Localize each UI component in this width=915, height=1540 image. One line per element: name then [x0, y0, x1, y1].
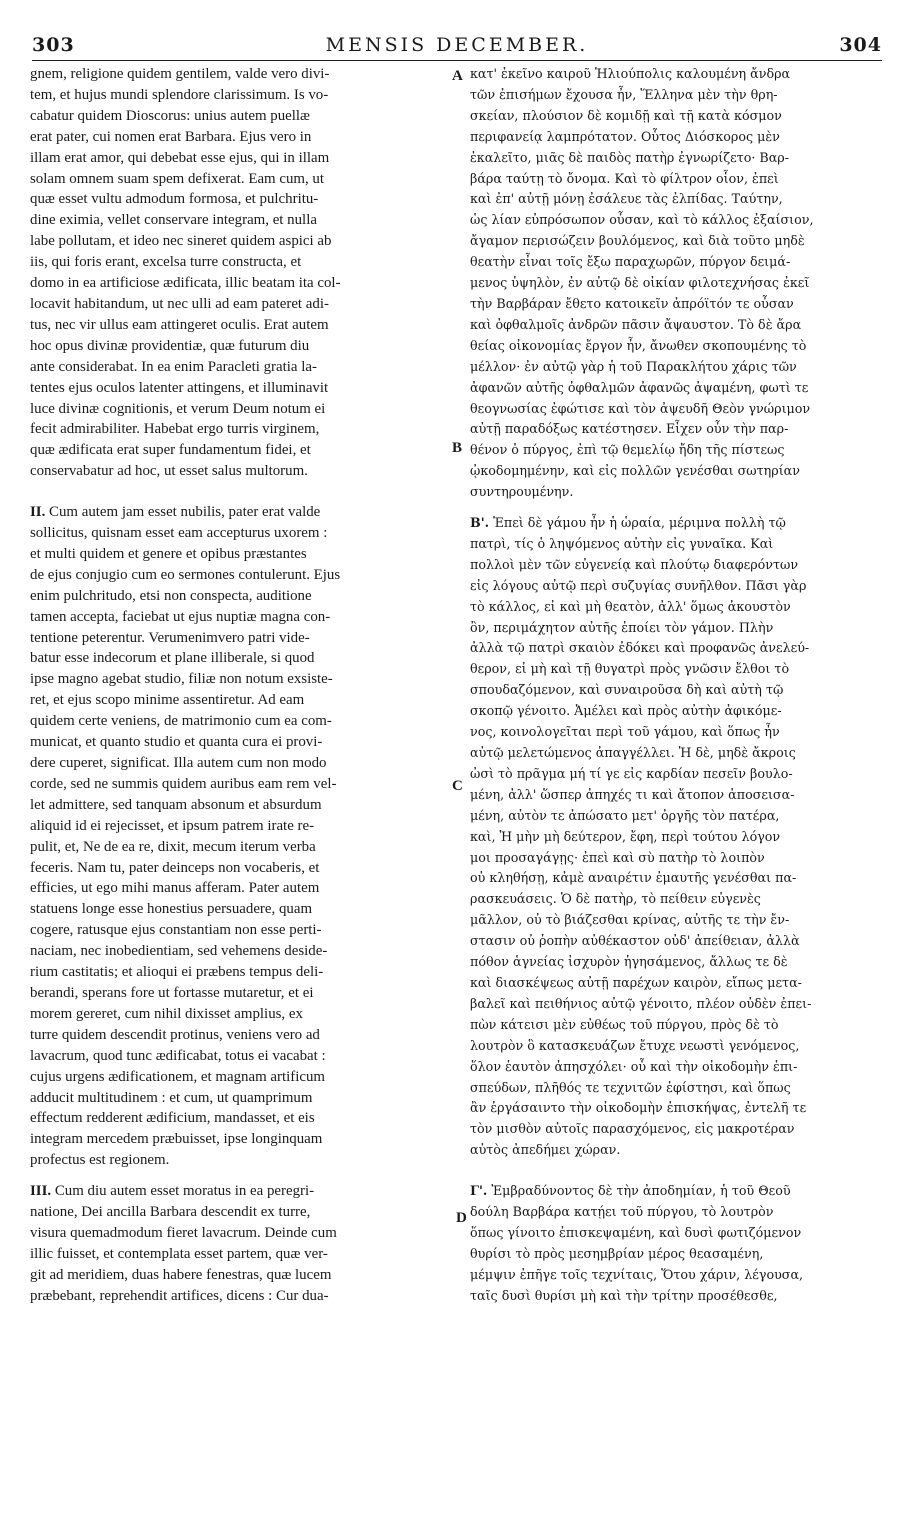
text-line: quæ esset vultu admodum formosa, et pulchritu- [30, 191, 319, 208]
text-line: βαλεῖ καὶ πειθήνιος αὐτῷ γένοιτο, πλέον οὐδὲν ἐπει- [470, 995, 812, 1011]
text-line: πατρὶ, τίς ὁ ληψόμενος αὐτὴν εἰς γυναῖκα. Καὶ [470, 535, 774, 551]
text-line: gnem, religione quidem gentilem, valde vero divi- [30, 66, 330, 82]
text-line: μενος ὑψηλὸν, ἐν αὐτῷ δὲ οἰκίαν φιλοτεχνήσας ἐκεῖ [470, 275, 810, 291]
text-line: ἄγαμον περισώζειν βουλόμενος, καὶ διὰ τοῦτο μηδὲ [470, 233, 805, 249]
text-line: τὸν μισθὸν αὐτοῖς παρασχόμενος, εἰς μακροτέραν [470, 1121, 795, 1137]
text-line: quæ ædificata erat super fundamentum fidei, et [30, 442, 311, 459]
text-line: lavacrum, quod tunc ædificabat, totus ei vacabat : [30, 1047, 326, 1064]
text-line: pulit, et, Ne de ea re, dixit, mecum iterum verba [30, 838, 316, 855]
text-line-first [470, 513, 888, 534]
text-line: profectus est regionem. [30, 1152, 170, 1169]
greek-paragraph-1 [470, 64, 888, 503]
text-line: συντηρουμένην. [470, 484, 574, 500]
text-line: καὶ, Ἡ μὴν μὴ δεύτερον, ἔφη, περὶ τούτου λόγον [470, 828, 781, 844]
text-line: de ejus conjugio cum eo sermones contulerunt. Ejus [30, 566, 341, 583]
running-header [32, 30, 882, 61]
text-line: κατ' ἐκεῖνο καιροῦ Ἡλιούπολις καλουμένη ἄνδρα [470, 66, 791, 81]
text-line: feceris. Nam tu, pater deinceps non vocaberis, et [30, 859, 320, 876]
text-line: statuens longe esse honestius persuadere, quam [30, 901, 313, 918]
text-line: θυρίσι τὸ πρὸς μεσημβρίαν μέρος θεασαμένη, [470, 1245, 764, 1261]
text-line: iis, qui foris erant, excelsa turre constructa, et [30, 254, 302, 271]
text-line: Cum diu autem esset moratus in ea peregri- [51, 1183, 315, 1200]
latin-paragraph-2 [30, 502, 448, 1171]
text-line: μᾶλλον, οὐ τὸ βιάζεσθαι κρίνας, αὐτῆς τε τὴν ἔν- [470, 912, 790, 928]
text-line: καὶ ὀφθαλμοῖς ἀνδρῶν πᾶσιν ἄψαυστον. Τὸ δὲ ἄρα [470, 316, 802, 332]
text-line: hoc opus divinæ providentiæ, quæ futurum diu [30, 337, 310, 354]
text-line: ἀλλὰ τῷ πατρὶ σκαιὸν ἐδόκει καὶ προφανῶς ἀνελεύ- [470, 640, 810, 656]
text-line: καὶ διασκέψεως αὐτῇ παρέχων καιρὸν, εἴπως μετα- [470, 974, 802, 990]
text-line-first [470, 1181, 888, 1202]
text-line: μέλλον· ἐν αὐτῷ γὰρ ἡ τοῦ Παρακλήτου χάρις τῶν [470, 358, 797, 374]
text-line: τῶν ἐπισήμων ἔχουσα ἦν, Ἕλληνα μὲν τὴν θρη- [470, 86, 778, 102]
text-line: natione, Dei ancilla Barbara descendit ex turre, [30, 1204, 311, 1221]
text-line: sollicitus, quisnam esset eam accepturus uxorem : [30, 525, 328, 542]
margin-marker-c: C [452, 778, 463, 794]
text-line: θείας οἰκονομίας ἔργον ἦν, ἄνωθεν σκοπουμένης τὸ [470, 337, 807, 353]
margin-marker-b: B [452, 440, 463, 456]
text-line: λουτρὸν ὃ κατασκευάζων ἔτυχε νεωστὶ γενόμενος, [470, 1037, 800, 1053]
page-number-left: 303 [32, 34, 75, 56]
text-line: morem gereret, cum nihil dixisset amplius, ex [30, 1005, 303, 1022]
latin-section-number-2: II. [30, 504, 46, 521]
text-line: batur esse indecorum et plane illiberale, si quod [30, 650, 315, 667]
text-line: ὅλον ἑαυτὸν ἀπησχόλει· οὗ καὶ τὴν οἰκοδομὴν ἐπι- [470, 1058, 798, 1074]
text-line: illic fuisset, et contemplata esset partem, quæ ver- [30, 1245, 328, 1262]
margin-marker-a: A [452, 68, 463, 84]
text-line: domo in ea artificiose ædificata, illic beatam ita col- [30, 275, 341, 292]
text-line: municat, et quanto studio et quanta cura ei provi- [30, 734, 323, 751]
greek-section-number-3: Γ'. [470, 1183, 488, 1199]
text-line: σπεύδων, πλῆθός τε τεχνιτῶν ἐφίστησι, καὶ ὅπως [470, 1079, 791, 1095]
text-line: turre quidem descendit protinus, veniens vero ad [30, 1026, 320, 1043]
margin-marker-d: D [456, 1210, 467, 1226]
text-line: αὐτὸς ἀπεδήμει χώραν. [470, 1142, 621, 1158]
text-line: σκείαν, πλούσιον δὲ κομιδῇ καὶ τῇ κατὰ κόσμον [470, 107, 782, 123]
text-line: conservabatur ad hoc, ut esset salus multorum. [30, 463, 308, 480]
text-line: tus, nec vir ullus eam attingeret oculis. Erat autem [30, 316, 329, 333]
text-line: σκοπῷ γένοιτο. Ἀμέλει καὶ πρὸς αὐτὴν ἀφικόμε- [470, 703, 782, 719]
text-line: ante considerabat. In ea enim Paracleti gratia la- [30, 358, 317, 375]
greek-paragraph-3 [470, 1181, 888, 1306]
text-line-first [30, 502, 448, 523]
text-line: illam erat amor, qui debebat esse ejus, qui in illam [30, 149, 330, 166]
text-line: aliquid id ei rejecisset, et ipsum patrem irate re- [30, 817, 315, 834]
text-line: tamen accepta, faciebat ut ejus nuptiæ magna con- [30, 608, 331, 625]
text-line: ἐκαλεῖτο, μιᾶς δὲ παιδὸς πατὴρ ἐγνωρίζετο· Βαρ- [470, 149, 790, 165]
text-line: θένον ὁ πύργος, ἐπὶ τῷ θεμελίῳ ἤδη τῆς πίστεως [470, 442, 785, 458]
text-line: git ad meridiem, duas habere fenestras, quæ lucem [30, 1266, 332, 1283]
text-line: Ἐπεὶ δὲ γάμου ἦν ἡ ὡραία, μέριμνα πολλὴ τῷ [489, 515, 786, 531]
text-line: fecit admirabiliter. Habebat ergo turris virginem, [30, 421, 320, 438]
text-line: cabatur quidem Dioscorus: unius autem puellæ [30, 107, 310, 124]
text-line: δούλη Βαρβάρα κατῄει τοῦ πύργου, τὸ λουτρὸν [470, 1204, 774, 1220]
text-line: ἂν ἐργάσαιντο τὴν οἰκοδομὴν ἐπισκήψας, ἐντελῆ τε [470, 1100, 807, 1116]
text-line: θεατὴν εἶναι τοῖς ἔξω παραχωρῶν, πύργον δειμά- [470, 254, 791, 270]
text-line: dine eximia, vellet conservare integram, et nulla [30, 212, 317, 229]
text-line: εἰς λόγους αὐτῷ περὶ συζυγίας συνῆλθον. Πᾶσι γὰρ [470, 577, 807, 593]
text-line: corde, sed ne summis quidem auribus eam rem vel- [30, 775, 337, 792]
text-line: πολλοὶ μὲν τῶν εὐγενείᾳ καὶ πλούτῳ διαφερόντων [470, 556, 799, 572]
text-line: efficies, ut ego mihi manus afferam. Pater autem [30, 880, 320, 897]
text-line: βάρα ταύτῃ τὸ ὄνομα. Καὶ τὸ φίλτρον οἷον, ἐπεὶ [470, 170, 779, 186]
text-line: cogere, ratusque ejus constantiam non esse perti- [30, 922, 322, 939]
text-line: ὠσὶ τὸ πρᾶγμα μή τί γε εἰς καρδίαν πεσεῖν βουλο- [470, 765, 793, 781]
latin-paragraph-1 [30, 64, 448, 482]
text-line: integram mercedem præbuisset, ipse longinquam [30, 1131, 323, 1148]
text-line: οὐ κληθήσῃ, κἀμὲ αναιρέτιν ἐμαυτῆς γενέσθαι πα- [470, 870, 797, 886]
text-line: περιφανείᾳ λαμπρότατον. Οὗτος Διόσκορος μὲν [470, 128, 780, 144]
text-line: enim pulchritudo, etsi non conspecta, auditione [30, 587, 312, 604]
text-line: labe pollutam, et ideo nec sineret quidem aspici ab [30, 233, 332, 250]
text-line: solam omnem suam spem defixerat. Eam cum, ut [30, 170, 325, 187]
text-line: visura quemadmodum fieret lavacrum. Deinde cum [30, 1224, 337, 1241]
text-line: ὅπως γίνοιτο ἐπισκεψαμένη, καὶ δυσὶ φωτιζόμενον [470, 1224, 802, 1240]
text-line: νος, κοινολογεῖται περὶ τοῦ γάμου, καὶ ὅπως ἦν [470, 724, 780, 740]
text-line: luce divinæ cognitionis, et verum Deum notum ei [30, 400, 326, 417]
text-line: ἀφανῶν αὐτῆς ὀφθαλμῶν ἀφανῶς ἀψαμένη, φωτὶ τε [470, 379, 809, 395]
greek-section-number-2: Β'. [470, 515, 490, 531]
text-line: adducit multitudinem : et cum, ut quamprimum [30, 1089, 313, 1106]
text-line: μένη, αὐτὸν τε ἀπώσατο μετ' ὀργῆς τὸν πατέρα, [470, 807, 780, 823]
text-line: πὼν κάτεισι μὲν εὐθέως τοῦ πύργου, πρὸς δὲ τὸ [470, 1016, 779, 1032]
text-line: ρασκευάσεις. Ὁ δὲ πατὴρ, τὸ πείθειν εὐγενὲς [470, 891, 761, 907]
text-line: θερον, εἰ μὴ καὶ τῇ θυγατρὶ πρὸς γνῶσιν ἔλθοι τὸ [470, 661, 790, 677]
text-line: et multi quidem et genere et opibus præstantes [30, 545, 307, 562]
text-line: αὐτῷ μελετώμενος ἀπαγγέλλει. Ἡ δὲ, μηδὲ ἄκροις [470, 745, 796, 760]
text-line: καὶ ἐπ' αὐτῇ μόνῃ ἐσάλευε τὰς ἐλπίδας. Ταύτην, [470, 191, 783, 207]
text-line: θεογνωσίας ἐφώτισε καὶ τὸν ἀψευδῆ Θεὸν γνώριμον [470, 400, 811, 416]
text-line: ipse magno agebat studio, filiæ non notum exsiste- [30, 671, 333, 688]
text-line: tentes ejus oculos latenter attingens, et illuminavit [30, 379, 329, 396]
page-number-right: 304 [839, 34, 882, 56]
text-line: στασιν οὐ ῥοπὴν αὐθέκαστον οὐδ' ἀπείθειαν, ἀλλὰ [470, 933, 800, 949]
text-line: præbebant, reprehendit artifices, dicens : Cur dua- [30, 1287, 329, 1304]
text-line: effectum redderent ædificium, mandasset, et eis [30, 1110, 315, 1127]
latin-column [30, 64, 448, 1307]
text-line: σπουδαζόμενον, καὶ συναιροῦσα δὴ καὶ αὐτὴ τῷ [470, 682, 784, 698]
text-line-first [30, 1181, 448, 1202]
text-line: Ἐμβραδύνοντος δὲ τὴν ἀποδημίαν, ἡ τοῦ Θεοῦ [487, 1183, 791, 1199]
greek-column [470, 64, 888, 1307]
text-line: rium castitatis; et alioqui ei præbens tempus deli- [30, 964, 324, 981]
latin-section-number-3: III. [30, 1183, 52, 1200]
latin-paragraph-3 [30, 1181, 448, 1306]
text-line: τὸ κάλλος, εἰ καὶ μὴ θεατὸν, ἀλλ' ὅμως ἀκουστὸν [470, 598, 791, 614]
text-line: let admittere, sed tanquam absonum et absurdum [30, 796, 322, 813]
text-line: ᾠκοδομημένην, καὶ εἰς πολλῶν γενέσθαι σωτηρίαν [470, 463, 800, 479]
text-line: ret, et ejus scopo minime assentiretur. Ad eam [30, 692, 305, 709]
text-line: locavit habitandum, ut nec ulli ad eam pateret adi- [30, 295, 329, 312]
text-line: μένη, ἀλλ' ὥσπερ ἀπηχές τι καὶ ἄτοπον ἀποσεισα- [470, 786, 795, 802]
text-line: berandi, sperans fore ut fortasse mutaretur, et ei [30, 984, 314, 1001]
text-line: tem, et hujus mundi splendore clarissimum. Is vo- [30, 86, 329, 103]
text-line: tentione peterentur. Verumenimvero patri vide- [30, 629, 310, 646]
running-title: MENSIS DECEMBER. [325, 34, 589, 56]
text-line: αὐτῇ παραδόξως κατέστησεν. Εἶχεν οὖν τὴν παρ- [470, 421, 789, 437]
text-line: Cum autem jam esset nubilis, pater erat valde [45, 504, 321, 521]
text-line: dere cuperet, significat. Illa autem cum non modo [30, 755, 327, 771]
greek-paragraph-2 [470, 513, 888, 1161]
text-line: μοι προσαγάγῃς· ἐπεὶ καὶ σὺ πατὴρ τὸ λοιπὸν [470, 849, 765, 865]
text-line: τὴν Βαρβάραν ἔθετο κατοικεῖν ἀπρόϊτόν τε οὖσαν [470, 295, 794, 311]
text-line: quidem certe veniens, de matrimonio cum ea com- [30, 713, 332, 730]
text-line: ὡς λίαν εὐπρόσωπον οὖσαν, καὶ τὸ κάλλος ἐξαίσιον, [470, 212, 814, 228]
text-line: erat pater, cui nomen erat Barbara. Ejus vero in [30, 128, 312, 145]
text-line: cujus urgens ædificationem, et magnam artificum [30, 1068, 325, 1085]
text-line: naciam, nec inobedientiam, sed vehemens deside- [30, 943, 328, 960]
text-line: ταῖς δυσὶ θυρίσι μὴ καὶ τὴν τρίτην προσέθεσθε, [470, 1287, 778, 1303]
text-line: ὂν, περιμάχητον αὐτῆς ἐποίει τὸν γάμον. Πλὴν [470, 619, 774, 635]
text-line: μέμψιν ἐπῆγε τοῖς τεχνίταις, Ὅτου χάριν, λέγουσα, [470, 1266, 804, 1282]
text-line: πόθον ἁγνείας ἰσχυρὸν ἡγησάμενος, ἄλλως τε δὲ [470, 954, 788, 970]
